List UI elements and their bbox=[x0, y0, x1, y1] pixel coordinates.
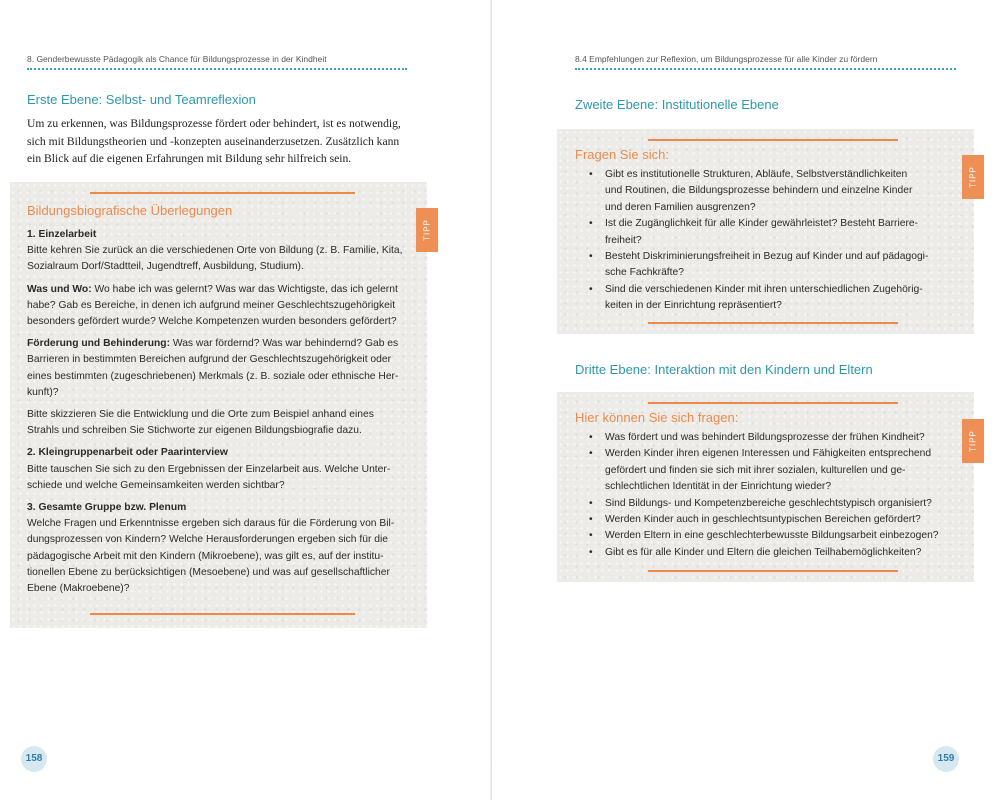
text-line: Bitte kehren Sie zurück an die verschiedenen Orte von Bildung (z. B. Familie, Kita, bbox=[27, 245, 403, 257]
tip-label: TIPP bbox=[968, 430, 978, 452]
page-number: 158 bbox=[21, 746, 47, 772]
tip-tab bbox=[416, 208, 438, 252]
text-line: • Ist die Zugänglichkeit für alle Kinder gewährleistet? Besteht Barriere- bbox=[605, 218, 919, 230]
question-list bbox=[575, 167, 970, 315]
list-item bbox=[575, 282, 970, 315]
box-top-rule bbox=[90, 192, 355, 194]
running-head: 8. Genderbewusste Pädagogik als Chance für Bildungsprozesse in der Kindheit bbox=[27, 54, 327, 64]
section-title: Dritte Ebene: Interaktion mit den Kindern und Eltern bbox=[575, 362, 873, 377]
text-line: tionellen Ebene zu berücksichtigen (Mesoebene) und was auf gesellschaftlicher bbox=[27, 566, 390, 578]
tip-tab bbox=[962, 419, 984, 463]
text-line: Ebene (Makroebene)? bbox=[27, 583, 130, 595]
box-bottom-rule bbox=[648, 322, 898, 324]
text-line: • Sind Bildungs- und Kompetenzbereiche geschlechtstypisch organisiert? bbox=[605, 497, 932, 509]
list-item bbox=[575, 430, 970, 446]
tip-label: TIPP bbox=[422, 219, 432, 241]
tip-label: TIPP bbox=[968, 166, 978, 188]
exercise-heading: 3. Gesamte Gruppe bzw. Plenum bbox=[27, 502, 187, 514]
text-line: Strahls und schreiben Sie Stichworte zur eigenen Bildungsbiografie dazu. bbox=[27, 425, 362, 437]
exercise-heading: 2. Kleingruppenarbeit oder Paarinterview bbox=[27, 447, 228, 459]
text-line: Was war fördernd? Was war behindernd? Gab es bbox=[170, 338, 399, 350]
text-line: eines bestimmten (zugeschriebenen) Merkmals (z. B. soziale oder ethnische Her- bbox=[27, 370, 399, 382]
question-list bbox=[575, 430, 970, 561]
text-line: ein Blick auf die eigenen Erfahrungen mit Bildung sehr hilfreich sein. bbox=[27, 152, 352, 165]
exercise-box bbox=[10, 182, 427, 628]
box-bottom-rule bbox=[648, 570, 898, 572]
exercise-heading: 1. Einzelarbeit bbox=[27, 229, 97, 240]
text-line: besonders gefördert wurde? Welche Kompetenzen wurden besonders gefördert? bbox=[27, 316, 397, 328]
text-line: und deren Familien ausgrenzen? bbox=[605, 201, 756, 213]
text-line: freiheit? bbox=[605, 234, 642, 246]
text-line: schiede und welche Gemeinsamkeiten werden sichtbar? bbox=[27, 479, 285, 491]
intro-paragraph bbox=[27, 115, 412, 168]
box-top-rule bbox=[648, 402, 898, 404]
page-number: 159 bbox=[933, 746, 959, 772]
running-head-rule bbox=[27, 68, 407, 70]
text-line: sche Fachkräfte? bbox=[605, 267, 684, 279]
section-title: Erste Ebene: Selbst- und Teamreflexion bbox=[27, 92, 256, 107]
text-line: keiten in der Einrichtung repräsentiert? bbox=[605, 300, 782, 312]
list-item bbox=[575, 512, 970, 528]
text-line: • Werden Kinder auch in geschlechtsuntypischen Bereichen gefördert? bbox=[605, 514, 921, 526]
box-bottom-rule bbox=[90, 613, 355, 615]
running-head-rule bbox=[575, 68, 956, 70]
text-line: • Sind die verschiedenen Kinder mit ihren unterschiedlichen Zugehörig- bbox=[605, 283, 923, 295]
list-item bbox=[575, 545, 970, 561]
box-title: Hier können Sie sich fragen: bbox=[575, 410, 739, 425]
list-item bbox=[575, 167, 970, 216]
question-lead: Was und Wo: bbox=[27, 283, 92, 295]
text-line: • Gibt es für alle Kinder und Eltern die gleichen Teilhabemöglichkeiten? bbox=[605, 546, 922, 558]
text-line: • Gibt es institutionelle Strukturen, Abläufe, Selbstverständlichkeiten bbox=[605, 169, 908, 180]
text-line: Welche Fragen und Erkenntnisse ergeben sich daraus für die Förderung von Bil- bbox=[27, 518, 395, 530]
box-title: Fragen Sie sich: bbox=[575, 147, 669, 162]
text-line: • Besteht Diskriminierungsfreiheit in Bezug auf Kinder und auf pädagogi- bbox=[605, 251, 929, 263]
text-line: und Routinen, die Bildungsprozesse behindern und einzelne Kinder bbox=[605, 185, 913, 197]
box-top-rule bbox=[648, 139, 898, 141]
text-line: Bitte skizzieren Sie die Entwicklung und die Orte zum Beispiel anhand eines bbox=[27, 409, 374, 421]
text-line: pädagogische Arbeit mit den Kindern (Mikroebene), was gilt es, auf der institu- bbox=[27, 550, 384, 562]
list-item bbox=[575, 528, 970, 544]
right-page bbox=[492, 0, 1000, 800]
list-item bbox=[575, 496, 970, 512]
left-page bbox=[0, 0, 490, 800]
text-line: • Was fördert und was behindert Bildungsprozesse der frühen Kindheit? bbox=[605, 432, 925, 443]
text-line: • Werden Eltern in eine geschlechterbewusste Bildungsarbeit einbezogen? bbox=[605, 530, 939, 542]
running-head: 8.4 Empfehlungen zur Reflexion, um Bildungsprozesse für alle Kinder zu fördern bbox=[575, 54, 878, 64]
text-line: habe? Gab es Bereiche, in denen ich aufgrund meiner Geschlechtszugehörigkeit bbox=[27, 299, 396, 311]
list-item bbox=[575, 446, 970, 495]
text-line: Sozialraum Dorf/Stadtteil, Jugendtreff, Ausbildung, Studium). bbox=[27, 261, 304, 273]
text-line: sich mit Bildungstheorien und -konzepten auseinanderzusetzen. Zusätzlich kann bbox=[27, 134, 400, 148]
list-item bbox=[575, 216, 970, 249]
text-line: Um zu erkennen, was Bildungsprozesse fördert oder behindert, ist es notwendig, bbox=[27, 117, 401, 130]
box-title: Bildungsbiografische Überlegungen bbox=[27, 203, 233, 218]
question-lead: Förderung und Behinderung: bbox=[27, 338, 170, 350]
question-box-interaction bbox=[557, 392, 974, 582]
text-line: Bitte tauschen Sie sich zu den Ergebnissen der Einzelarbeit aus. Welche Unter- bbox=[27, 463, 391, 475]
text-line: Wo habe ich was gelernt? Was war das Wichtigste, das ich gelernt bbox=[91, 283, 398, 295]
text-line: Barrieren in bestimmten Bereichen aufgrund der Geschlechtszugehörigkeit oder bbox=[27, 354, 392, 366]
box-body bbox=[27, 227, 419, 597]
section-title: Zweite Ebene: Institutionelle Ebene bbox=[575, 97, 779, 112]
text-line: schlechtlichen Identität in der Einrichtung wieder? bbox=[605, 481, 832, 493]
question-box-institutional bbox=[557, 129, 974, 334]
list-item bbox=[575, 249, 970, 282]
text-line: gefördert und finden sie sich mit ihrer sozialen, kulturellen und ge- bbox=[605, 464, 906, 476]
text-line: kunft)? bbox=[27, 386, 59, 398]
text-line: dungsprozessen von Kindern? Welche Herausforderungen ergeben sich für die bbox=[27, 534, 388, 546]
text-line: • Werden Kinder ihren eigenen Interessen und Fähigkeiten entsprechend bbox=[605, 448, 932, 460]
tip-tab bbox=[962, 155, 984, 199]
